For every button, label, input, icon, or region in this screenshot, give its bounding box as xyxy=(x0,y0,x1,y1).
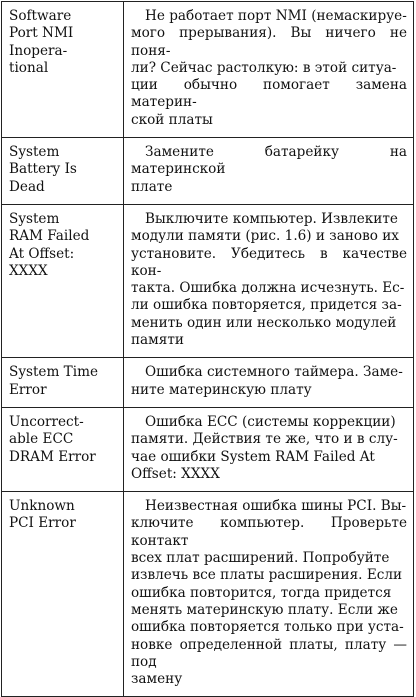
error-code-cell xyxy=(2,138,124,205)
description-line: памяти. Действия те же, что и в слу- xyxy=(131,431,398,448)
error-code-line: Software xyxy=(9,8,72,24)
error-description-cell xyxy=(124,204,414,357)
error-code-line: Unknown xyxy=(9,498,75,515)
table-row xyxy=(2,2,414,138)
error-code-line: able ECC xyxy=(9,431,74,448)
error-code-line: tional xyxy=(9,59,49,76)
error-code-line: Inopera- xyxy=(9,42,68,59)
error-code-line: System Time xyxy=(9,364,99,381)
description-line: менять материнскую плату. Если же xyxy=(131,601,398,618)
error-code-line: System xyxy=(9,210,60,227)
error-code-line: PCI Error xyxy=(9,515,76,532)
description-line: всех плат расширений. Попробуйте xyxy=(131,550,390,567)
error-description-cell xyxy=(124,407,414,491)
error-code-table xyxy=(1,1,414,697)
description-line: извлечь все платы расширения. Если xyxy=(131,567,403,584)
description-line: ли ошибка повторяется, придется за- xyxy=(131,297,402,314)
description-line: Выключите компьютер. Извлеките xyxy=(145,210,398,227)
description-line: ли? Сейчас растолкую: в этой ситуа- xyxy=(131,59,397,76)
error-code-line: Uncorrect- xyxy=(9,413,84,430)
error-description-cell xyxy=(124,2,414,138)
error-code-line: Error xyxy=(9,381,47,398)
description-line: Offset: XXXX xyxy=(131,465,220,482)
error-code-line: Dead xyxy=(9,178,45,195)
table-row xyxy=(2,407,414,491)
error-code-cell xyxy=(2,2,124,138)
table-row xyxy=(2,492,414,697)
error-description-cell xyxy=(124,358,414,408)
description-line: ошибка повторяется только при уста- xyxy=(131,619,404,636)
description-line: замену xyxy=(131,671,183,688)
error-code-line: XXXX xyxy=(9,262,48,279)
description-line: Ошибка ECC (системы коррекции) xyxy=(145,413,396,430)
error-code-cell xyxy=(2,358,124,408)
description-line: новке определенной платы, плату — под xyxy=(131,636,407,670)
description-line: ключите компьютер. Проверьте контакт xyxy=(131,515,407,549)
error-code-line: At Offset: xyxy=(9,245,75,262)
table-row xyxy=(2,138,414,205)
description-line: ните материнскую плату xyxy=(131,381,312,398)
error-code-cell xyxy=(2,492,124,697)
error-code-line: DRAM Error xyxy=(9,448,96,465)
description-line: плате xyxy=(131,178,173,195)
table-row xyxy=(2,358,414,408)
description-line: памяти xyxy=(131,332,184,349)
table-row xyxy=(2,204,414,357)
error-code-line: System xyxy=(9,144,60,161)
error-code-cell xyxy=(2,204,124,357)
error-code-line: RAM Failed xyxy=(9,228,90,245)
error-code-cell xyxy=(2,407,124,491)
description-line: такта. Ошибка должна исчезнуть. Ес- xyxy=(131,280,405,297)
description-line: модули памяти (рис. 1.6) и заново их xyxy=(131,228,399,245)
description-line: мого прерывания). Вы ничего не поня- xyxy=(131,25,407,59)
description-line: чае ошибки System RAM Failed At xyxy=(131,448,375,465)
description-line: Неизвестная ошибка шины PCI. Вы- xyxy=(145,498,407,515)
description-line: менить один или несколько модулей xyxy=(131,314,397,331)
description-line: Не работает порт NMI (немаскируе- xyxy=(145,8,407,24)
error-description-cell xyxy=(124,492,414,697)
description-line: ошибка повторится, тогда придется xyxy=(131,584,392,601)
error-description-cell xyxy=(124,138,414,205)
description-line: Ошибка системного таймера. Заме- xyxy=(145,364,403,381)
description-line: ской платы xyxy=(131,111,213,128)
description-line: Замените батарейку на материнской xyxy=(131,144,407,178)
description-line: установите. Убедитесь в качестве кон- xyxy=(131,245,407,279)
error-code-line: Port NMI xyxy=(9,25,74,42)
error-code-line: Battery Is xyxy=(9,161,77,178)
description-line: ции обычно помогает замена материн- xyxy=(131,77,407,111)
